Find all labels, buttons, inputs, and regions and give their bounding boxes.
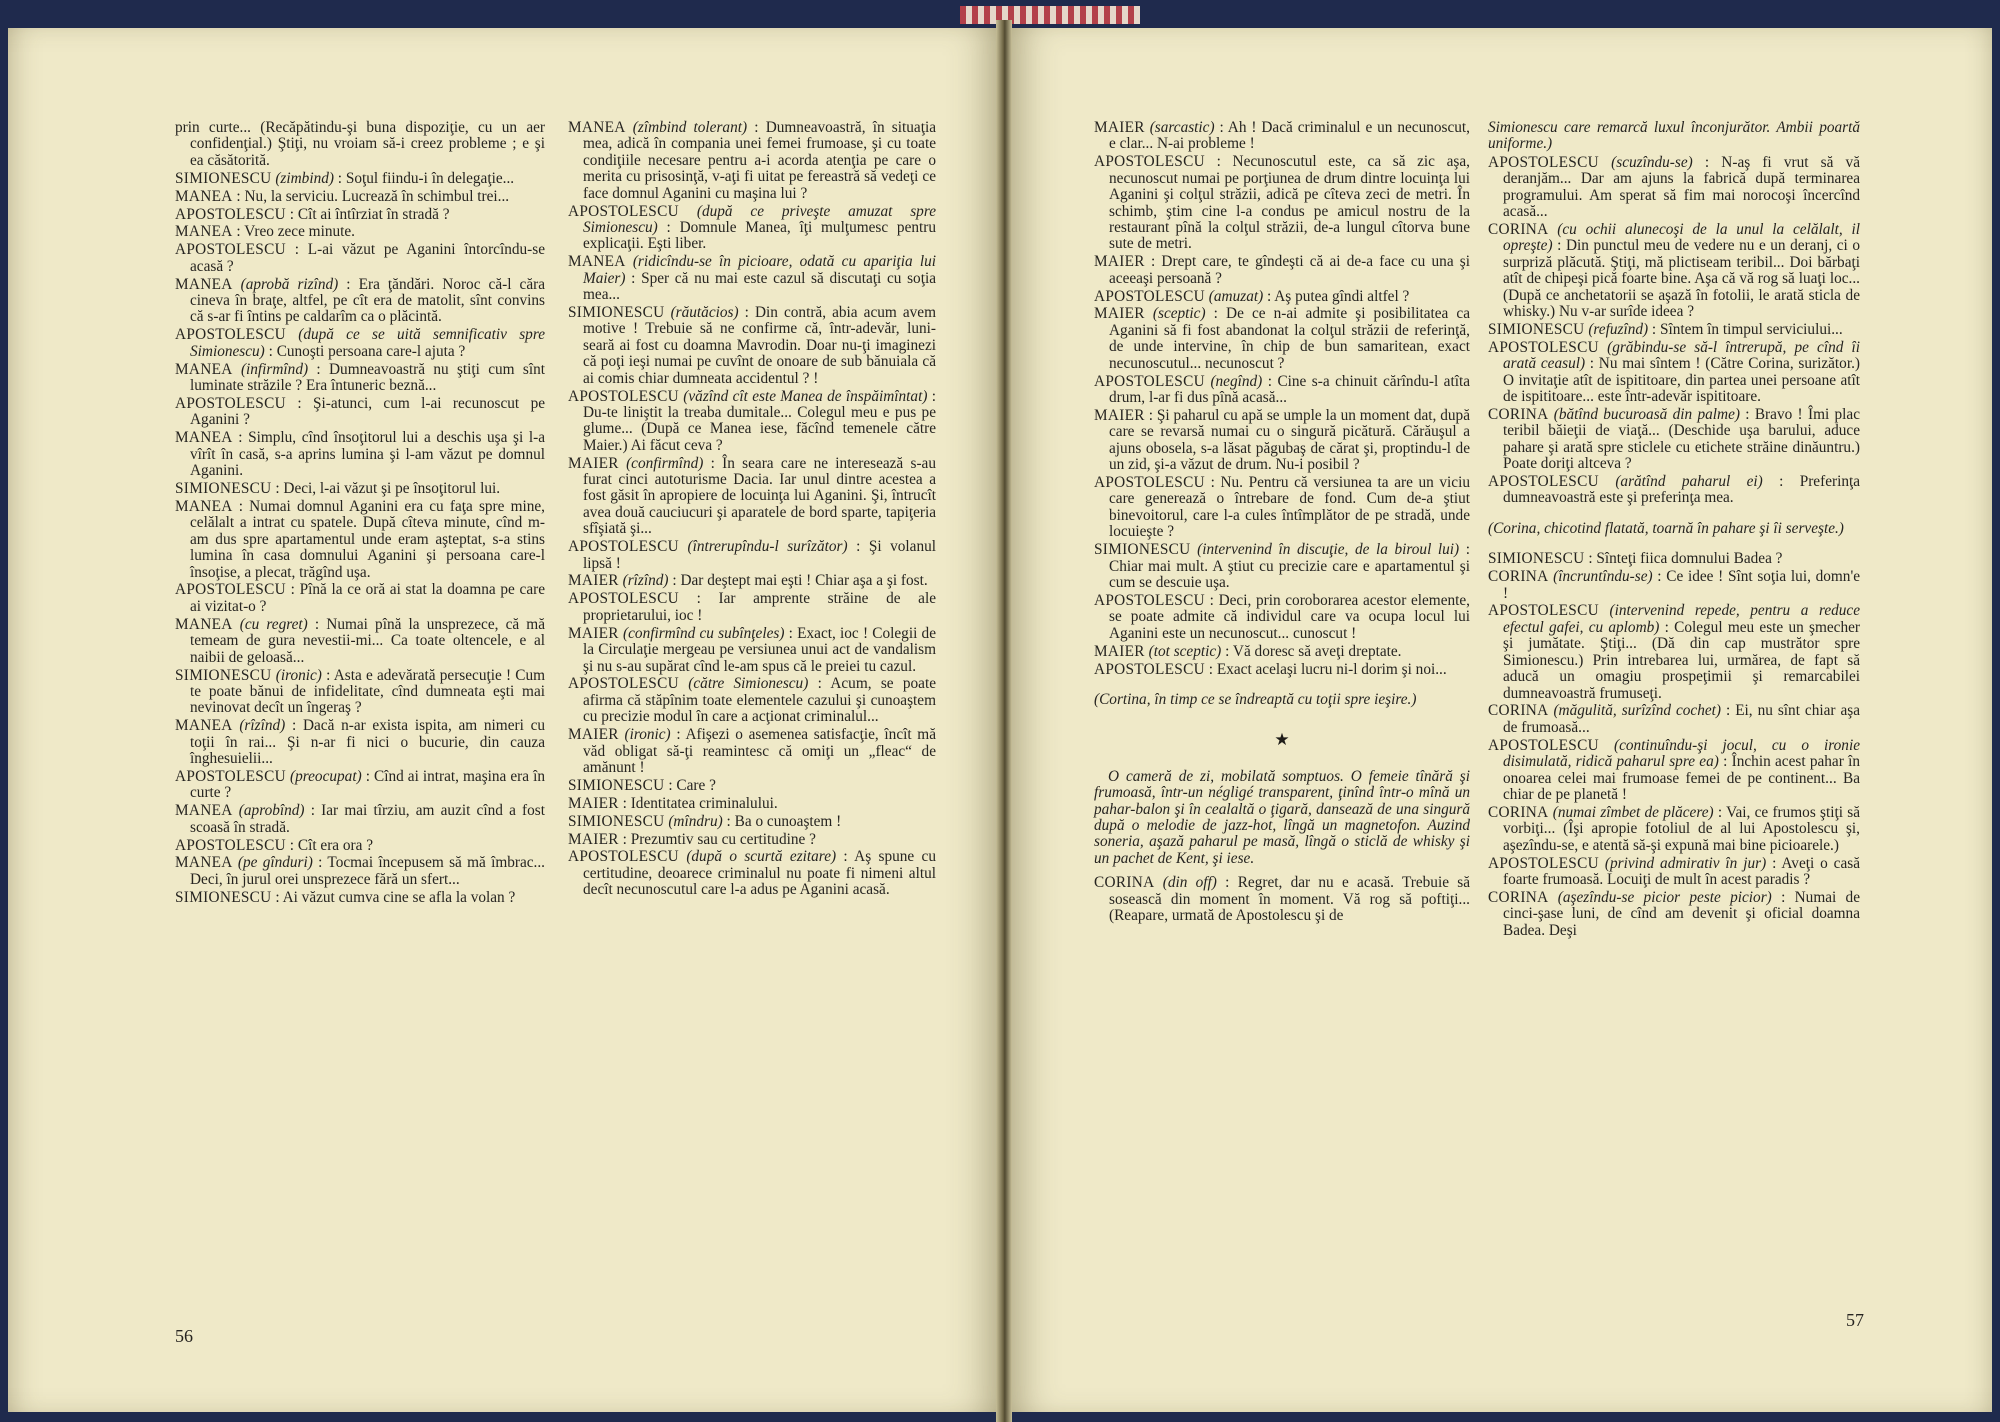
speaker-name: MAIER — [1094, 642, 1145, 660]
dialogue-line: MAIER : Şi paharul cu apă se umple la un moment dat, după care se revarsă numai cu o singură picătură. Cărăuşul a ajuns obosela, s-a lăsat păgubaş de cărat şi, proptindu-l de un zid, şi-a văzut de drum. Nu-i posibil ? — [1094, 406, 1470, 474]
speaker-name: APOSTOLESCU — [175, 205, 286, 223]
dialogue-text: Din punctul meu de vedere nu e un deranj, ci o surpriză plăcută. Ştiţi, mă plictiseam teribil... Doi bărbaţi atît de chipeşi pică foarte bine. Aşa că vă rog să luaţi loc... (După ce anchetatorii se aşază în fotolii, le arată sticla de whisky.) Nu v-ar surîde ideea ? — [1503, 237, 1860, 320]
dialogue-line: MANEA : Simplu, cînd însoţitorul lui a deschis uşa şi l-a vîrît în casă, s-a aprins lumina şi l-am văzut pe domnul Aganini. — [175, 429, 546, 480]
stage-direction: (Cortina, în timp ce se îndreaptă cu toţii spre ieşire.) — [1094, 690, 1417, 708]
speaker-name: APOSTOLESCU — [568, 387, 679, 405]
page-number-right: 57 — [1846, 1310, 1864, 1330]
col3-dialogue-after — [1094, 875, 1470, 924]
stage-direction-inline: (pe gînduri) — [237, 854, 313, 872]
dialogue-text: Ai văzut cumva cine se afla la volan ? — [282, 888, 516, 906]
dialogue-text: Tocmai începusem să mă îmbrac... Deci, în jurul orei unsprezece fără un sfert... — [190, 854, 546, 888]
dialogue-line: CORINA (din off) : Regret, dar nu e acasă. Trebuie să sosească din moment în moment. Vă rog să poftiţi... (Reapare, urmată de Apostolescu şi de — [1094, 874, 1471, 924]
dialogue-line: SIMIONESCU (intervenind în discuţie, de la biroul lui) : Chiar mai mult. A ştiut cu precizie care e apartamentul şi cum se descuie uşa. — [1094, 541, 1471, 591]
dialogue-text: Colegul meu este un şmecher şi jumătate. Ştiţi... (Dă din cap mustrător spre Simionescu.) Prin intrebarea lui, urmărea, de fapt să aducă un omagiu prospeţimii şi remarcabilei dumneavoastră frumuseţi. — [1503, 618, 1860, 702]
stage-direction-inline: (rîzînd) — [622, 572, 669, 590]
dialogue-text: Nu mai sîntem ! (Către Corina, surizător.) O invitaţie atît de ispititoare, din partea unei persoane atît de ispititoare... este într-adevăr ispititoare. — [1503, 355, 1860, 405]
col3-dialogue — [1094, 120, 1470, 678]
dialogue-line: MANEA : Nu, la serviciu. Lucrează în schimbul trei... — [175, 187, 510, 205]
dialogue-line: APOSTOLESCU (arătînd paharul ei) : Preferinţa dumneavoastră este şi preferinţa mea. — [1488, 473, 1861, 507]
speaker-name: APOSTOLESCU — [1094, 660, 1205, 678]
dialogue-line: APOSTOLESCU : Şi-atunci, cum l-ai recunoscut pe Aganini ? — [175, 395, 546, 429]
stage-direction-inline: (preocupat) — [290, 767, 362, 785]
dialogue-line: APOSTOLESCU : Cît era ora ? — [175, 836, 374, 854]
dialogue-line: SIMIONESCU : Care ? — [568, 776, 716, 794]
page-number-left: 56 — [175, 1326, 193, 1346]
dialogue-line: CORINA (măgulită, surîzînd cochet) : Ei, nu sînt chiar aşa de frumoasă... — [1488, 702, 1861, 736]
stage-direction-inline: (arătînd paharul ei) — [1615, 473, 1763, 491]
dialogue-line: CORINA (numai zîmbet de plăcere) : Vai, ce frumos ştiţi să vorbiţi... (Îşi apropie fotoliul de al lui Apostolescu şi, aşezîndu-se, e atentă să-şi expună mai bine picioarele.) — [1488, 803, 1860, 854]
dialogue-line: MAIER (confirmînd) : În seara care ne interesează s-au furat cinci autoturisme Dacia. Iar unul dintre acestea a fost găsit în apropiere de locuinţa lui Aganini. Şi, întrucît avea două cauciucuri şi aparatele de bord sparte, tapiţeria sfîşiată şi... — [568, 454, 936, 538]
stage-direction-inline: (mîndru) — [668, 812, 723, 830]
dialogue-line: MANEA (ridicîndu-se în picioare, odată cu apariţia lui Maier) : Sper că nu mai este cazul să discutaţi cu soţia mea... — [568, 253, 936, 304]
speaker-name: APOSTOLESCU — [568, 848, 679, 866]
speaker-name: SIMIONESCU — [1488, 550, 1585, 568]
stage-direction-inline: (confirmînd cu subînţeles) — [623, 624, 785, 642]
stage-direction-inline: (sarcastic) — [1149, 119, 1215, 136]
stage-direction-continued: Simionescu care remarcă luxul înconjurător. Ambii poartă uniforme.) — [1488, 119, 1860, 153]
speaker-name: SIMIONESCU — [568, 776, 665, 794]
dialogue-line: APOSTOLESCU (negînd) : Cine s-a chinuit cărîndu-l atîta drum, l-ar fi dus pînă acasă... — [1094, 372, 1471, 406]
speaker-name: MANEA — [175, 497, 233, 515]
dialogue-text: Numai pînă la unsprezece, că mă temeam de gura nevestii-mi... Ca toate oltencele, e al naibii de geloasă... — [190, 615, 545, 666]
stage-direction-inline: (aprobă rizînd) — [240, 275, 339, 293]
dialogue-text: Dumneavoastră nu ştiţi cum sînt luminate străzile ? Era întuneric beznă... — [190, 360, 546, 395]
dialogue-line: MAIER (tot sceptic) : Vă doresc să aveţi dreptate. — [1094, 642, 1402, 660]
dialogue-line: MANEA : Vreo zece minute. — [175, 223, 355, 241]
dialogue-line: SIMIONESCU (mîndru) : Ba o cunoaştem ! — [568, 812, 842, 830]
dialogue-line: MAIER (sarcastic) : Ah ! Dacă criminalul e un necunoscut, e clar... N-ai probleme ! — [1094, 119, 1470, 153]
dialogue-text: Cine s-a chinuit cărîndu-l atîta drum, l-ar fi dus pînă acasă... — [1109, 372, 1471, 406]
dialogue-line: APOSTOLESCU (amuzat) : Aş putea gîndi altfel ? — [1094, 287, 1410, 305]
dialogue-line: MAIER : Identitatea criminalului. — [568, 794, 778, 812]
speaker-name: APOSTOLESCU — [175, 581, 286, 599]
dialogue-text: Vreo zece minute. — [244, 223, 355, 241]
speaker-name: SIMIONESCU — [568, 812, 665, 830]
speaker-name: MAIER — [1094, 305, 1145, 323]
stage-direction-inline: (grăbindu-se să-l întrerupă, pe cînd îi arată ceasul) — [1503, 338, 1860, 373]
dialogue-text: Iar mai tîrziu, am auzit cînd a fost scoasă în stradă. — [190, 802, 546, 836]
dialogue-line: SIMIONESCU (zimbind) : Soţul fiindu-i în delegaţie... — [175, 169, 515, 187]
stage-direction-inline: (către Simionescu) — [688, 675, 809, 693]
dialogue-text: Iar amprente străine de ale proprietarului, ioc ! — [583, 590, 936, 624]
speaker-name: MANEA — [568, 119, 626, 136]
stage-direction-inline: (măgulită, surîzînd cochet) — [1553, 702, 1721, 720]
speaker-name: APOSTOLESCU — [568, 590, 679, 608]
dialogue-line: APOSTOLESCU (după ce se uită semnificativ spre Simionescu) : Cunoşti persoana care-l ajuta ? — [175, 326, 546, 360]
speaker-name: MANEA — [175, 223, 233, 241]
dialogue-text: Dar deştept mai eşti ! Chiar aşa a şi fost. — [680, 572, 928, 590]
stage-direction-inline: (după ce priveşte amuzat spre Simionescu) — [583, 202, 936, 236]
text-column-2 — [568, 120, 936, 900]
dialogue-text: Sînteţi fiica domnului Badea ? — [1596, 550, 1783, 568]
speaker-name: MAIER — [568, 624, 619, 642]
dialogue-line: APOSTOLESCU : Nu. Pentru că versiunea ta are un viciu care generează o întrebare de fond. Cum de-a ştiut binevoitorul, care l-a cules întîmplător de pe stradă, unde locuieşte ? — [1094, 474, 1470, 541]
speaker-name: MANEA — [568, 253, 626, 271]
dialogue-line: SIMIONESCU (refuzînd) : Sîntem în timpul serviciului... — [1488, 320, 1843, 338]
speaker-name: APOSTOLESCU — [1488, 854, 1599, 872]
dialogue-text: Drept care, te gîndeşti că ai de-a face cu una şi aceeaşi persoană ? — [1109, 253, 1470, 287]
dialogue-line: CORINA (aşezîndu-se picior peste picior) : Numai de cinci-şase luni, de cînd am devenit şi oficial doamna Badea. Deşi — [1488, 888, 1861, 939]
stage-direction-inline: (privind admirativ în jur) — [1604, 854, 1767, 872]
speaker-name: APOSTOLESCU — [1488, 338, 1599, 356]
col4-dialogue — [1488, 155, 1860, 507]
stage-direction-inline: (zîmbind tolerant) — [632, 119, 748, 136]
dialogue-text: Acum, se poate afirma că stăpînim toate elementele cazului şi cunoaştem cu precizie modul în care a acţionat criminalul... — [583, 675, 937, 726]
dialogue-line: SIMIONESCU : Ai văzut cumva cine se afla la volan ? — [175, 888, 516, 906]
stage-direction-inline: (confirmînd) — [626, 454, 704, 472]
text-column-4 — [1488, 120, 1860, 941]
speaker-name: APOSTOLESCU — [568, 538, 679, 556]
speaker-name: CORINA — [1488, 405, 1549, 423]
speaker-name: MAIER — [1094, 406, 1145, 424]
dialogue-text: Aş spune cu certitudine, deoarece criminalul nu poate fi nimeni altul decît necunoscutul care l-a adus pe Aganini acasă. — [583, 848, 936, 899]
speaker-name: CORINA — [1488, 702, 1549, 720]
speaker-name: MAIER — [568, 830, 619, 848]
dialogue-text: Necunoscutul este, ca să zic aşa, necunoscut numai pe porţiunea de drum dintre locuinţa lui Aganini şi colţul străzii, adică pe cîteva zeci de metri. În schimb, ştim cine l-a condus pe amicul nostru de la restaurant pînă la colţul străzii, de-a lungul cîtorva bune sute de metri. — [1109, 153, 1470, 253]
dialogue-text: Cît ai întîrziat în stradă ? — [297, 205, 450, 223]
dialogue-line: MANEA (infirmînd) : Dumneavoastră nu ştiţi cum sînt luminate străzile ? Era întuneric beznă... — [175, 360, 546, 395]
speaker-name: MANEA — [175, 429, 233, 447]
dialogue-text: Afişezi o asemenea satisfacţie, încît mă văd obligat să-ţi reamintesc că omiţi un „fleac“ de amănunt ! — [583, 726, 936, 776]
speaker-name: CORINA — [1488, 888, 1549, 906]
stage-direction-inline: (ironic) — [624, 726, 671, 744]
stage-direction: (Corina, chicotind flatată, toarnă în pahare şi îi serveşte.) — [1488, 519, 1844, 537]
stage-direction-inline: (zimbind) — [275, 169, 334, 187]
text-column-1 — [175, 120, 545, 908]
speaker-name: CORINA — [1488, 803, 1549, 821]
dialogue-text: Cînd ai intrat, maşina era în curte ? — [190, 767, 545, 802]
dialogue-text: Dacă n-ar exista ispita, am nimeri cu toţii în rai... Şi n-ar fi nici o bucurie, din cauza înghesuielii... — [190, 717, 546, 768]
dialogue-text: Din contră, abia acum avem motive ! Trebuie să ne confirme că, într-adevăr, luni-seară ai fost cu doamna Mavrodin. Doar nu-ţi imaginezi că poţi ieşi numai pe cuvînt de onoare de sub bănuiala că ai comis chiar dumneata accidentul ? ! — [583, 303, 936, 387]
dialogue-text: Era ţăndări. Noroc că-l căra cineva în braţe, altfel, pe cît era de matolit, sînt convins că s-ar fi întins pe caldarîm ca o plăcintă. — [190, 275, 546, 326]
speaker-name: CORINA — [1488, 220, 1549, 238]
stage-direction-inline: (întrerupîndu-l surîzător) — [687, 538, 848, 556]
dialogue-text: prin curte... (Recăpătindu-şi buna dispoziţie, cu un aer confidenţial.) Ştiţi, nu vroiam să-i creez probleme ; e şi ea căsătorită. — [175, 119, 545, 169]
stage-direction-inline: (cu regret) — [239, 615, 308, 633]
dialogue-line: SIMIONESCU (răutăcios) : Din contră, abia acum avem motive ! Trebuie să ne confirme că, într-adevăr, luni-seară ai fost cu doamna Mavrodin. Doar nu-ţi imaginezi că poţi ieşi numai pe cuvînt de onoare de sub bănuiala că ai comis chiar dumneata accidentul ? ! — [568, 303, 936, 387]
scene-description: O cameră de zi, mobilată somptuos. O femeie tînără şi frumoasă, într-un négligé transparent, ţinînd într-o mînă un pahar-balon şi în cealaltă o ţigară, dansează de una singură după o melodie de jazz-hot, lîngă un magnetofon. Auzind soneria, aşază paharul pe masă, lîngă o sticlă de whisky şi un pachet de Kent, şi iese. — [1094, 767, 1470, 867]
stage-direction-inline: (aprobînd) — [238, 802, 305, 820]
speaker-name: APOSTOLESCU — [1488, 153, 1599, 171]
speaker-name: MANEA — [175, 802, 233, 820]
dialogue-line: MANEA (aprobînd) : Iar mai tîrziu, am auzit cînd a fost scoasă în stradă. — [175, 802, 546, 836]
speaker-name: MAIER — [568, 726, 619, 744]
dialogue-line: APOSTOLESCU (intervenind repede, pentru a reduce efectul gafei, cu aplomb) : Colegul meu este un şmecher şi jumătate. Ştiţi... (Dă din cap mustrător spre Simionescu.) Prin intrebarea lui, urmărea, de fapt să aducă un omagiu prospeţimii şi remarcabilei dumneavoastră frumuseţi. — [1488, 602, 1860, 702]
speaker-name: APOSTOLESCU — [175, 395, 286, 412]
speaker-name: MANEA — [175, 187, 233, 205]
dialogue-text: N-aş fi vrut să vă deranjăm... Dar am ajuns la fabrică după terminarea programului. Am sperat să fim mai norocoşi încercînd acasă... — [1503, 153, 1860, 221]
dialogue-line: MAIER : Prezumtiv sau cu certitudine ? — [568, 830, 816, 848]
dialogue-text: Şi volanul lipsă ! — [583, 538, 936, 572]
dialogue-line: CORINA (bătînd bucuroasă din palme) : Bravo ! Îmi plac teribil băieţii de viaţă... (Deschide uşa barului, aduce pahare şi arată spre sticlele cu etichete străine dinăuntru.) Poate doriţi altceva ? — [1488, 405, 1861, 473]
bookmark-ribbon — [960, 6, 1140, 24]
stage-direction-inline: (răutăcios) — [670, 303, 739, 321]
stage-direction-inline: (continuîndu-şi jocul, cu o ironie disimulată, ridică paharul spre ea) — [1503, 736, 1860, 771]
dialogue-text: Nu, la serviciu. Lucrează în schimbul trei... — [244, 187, 510, 205]
dialogue-line: APOSTOLESCU : L-ai văzut pe Aganini întorcîndu-se acasă ? — [175, 241, 545, 275]
dialogue-text: Cunoşti persoana care-l ajuta ? — [276, 342, 466, 360]
speaker-name: MAIER — [568, 572, 619, 590]
speaker-name: APOSTOLESCU — [1094, 372, 1205, 390]
dialogue-text: Vai, ce frumos ştiţi să vorbiţi... (Îşi apropie fotoliul de al lui Apostolescu şi, aşezîndu-se, e atentă să-şi expună mai bine picioarele.) — [1503, 803, 1860, 854]
dialogue-text: Exact, ioc ! Colegii de la Circulaţie mergeau pe versiunea unui act de vandalism şi nu s-au supărat cînd le-am spus că le preiei tu cazul. — [583, 624, 936, 675]
speaker-name: APOSTOLESCU — [1488, 473, 1599, 491]
dialogue-text: Regret, dar nu e acasă. Trebuie să sosească din moment în moment. Vă rog să poftiţi... (Reapare, urmată de Apostolescu şi de — [1109, 874, 1471, 924]
speaker-name: APOSTOLESCU — [175, 326, 286, 344]
dialogue-text: Şi paharul cu apă se umple la un moment dat, după care se revarsă numai cu o singură picătură. Cărăuşul a ajuns obosela, s-a lăsat păgubaş de cărat şi, proptindu-l de un zid, şi-a văzut de drum. Nu-i posibil ? — [1109, 406, 1470, 474]
stage-direction-inline: (refuzînd) — [1588, 320, 1649, 338]
dialogue-text: Pînă la ce oră ai stat la doamna pe care ai vizitat-o ? — [190, 581, 545, 615]
dialogue-text: Cît era ora ? — [297, 836, 374, 854]
dialogue-line: APOSTOLESCU (preocupat) : Cînd ai intrat, maşina era în curte ? — [175, 767, 545, 802]
dialogue-line: MAIER : Drept care, te gîndeşti că ai de-a face cu una şi aceeaşi persoană ? — [1094, 253, 1470, 287]
speaker-name: MAIER — [568, 794, 619, 812]
dialogue-line: APOSTOLESCU : Necunoscutul este, ca să zic aşa, necunoscut numai pe porţiunea de drum dintre locuinţa lui Aganini şi colţul străzii, adică pe cîteva zeci de metri. În schimb, ştim cine l-a condus pe amicul nostru de la restaurant pînă la colţul străzii, de-a lungul cîtorva bune sute de metri. — [1094, 153, 1470, 253]
dialogue-text: Du-te liniştit la treaba dumitale... Colegul meu e pus pe glume... (După ce Manea iese, făcînd temenele către Maier.) Ai făcut ceva ? — [583, 403, 936, 454]
stage-direction-inline: (infirmînd) — [240, 360, 309, 378]
stage-direction-inline: (numai zîmbet de plăcere) — [1552, 803, 1714, 821]
speaker-name: MANEA — [175, 854, 233, 872]
dialogue-text: Dumneavoastră, în situaţia mea, adică în compania unei femei frumoase, şi cu toate condiţiile necesare pentru a-i acorda atenţia pe care o merita cu prisosinţă, v-aţi fi uitat pe fereastră să vedeţi ce face domnul Aganini cu maşina lui ? — [583, 119, 936, 202]
dialogue-line: MANEA (rîzînd) : Dacă n-ar exista ispita, am nimeri cu toţii în rai... Şi n-ar fi nici o bucurie, din cauza înghesuielii... — [175, 717, 546, 768]
dialogue-line: MAIER (sceptic) : De ce n-ai admite şi posibilitatea ca Aganini să fi fost abandonat la colţul străzii de referinţă, de unde intervine, în chip de bun samaritean, exact necunoscutul... necunoscut ? — [1094, 305, 1470, 372]
dialogue-text: L-ai văzut pe Aganini întorcîndu-se acasă ? — [190, 241, 545, 275]
speaker-name: APOSTOLESCU — [175, 767, 286, 785]
dialogue-line: APOSTOLESCU : Cît ai întîrziat în stradă ? — [175, 205, 450, 223]
col4-dialogue-after — [1488, 551, 1860, 939]
speaker-name: MANEA — [175, 615, 233, 633]
dialogue-line: APOSTOLESCU : Iar amprente străine de ale proprietarului, ioc ! — [568, 590, 936, 624]
text-column-3 — [1094, 120, 1470, 926]
speaker-name: CORINA — [1488, 568, 1549, 586]
dialogue-text: Închin acest pahar în onoarea celei mai frumoase femei de pe continent... Ba chiar de pe planetă ! — [1503, 753, 1860, 803]
dialogue-line: APOSTOLESCU (grăbindu-se să-l întrerupă, pe cînd îi arată ceasul) : Nu mai sîntem ! (Către Corina, surizător.) O invitaţie atît de ispititoare, din partea unei persoane atît de ispititoare... este într-adevăr ispititoare. — [1488, 338, 1860, 405]
dialogue-text: De ce n-ai admite şi posibilitatea ca Aganini să fi fost abandonat la colţul străzii de referinţă, de unde intervine, în chip de bun samaritean, exact necunoscutul... necunoscut ? — [1109, 305, 1470, 372]
dialogue-text: Nu. Pentru că versiunea ta are un viciu care generează o întrebare de fond. Cum de-a ştiut binevoitorul, care l-a cules întîmplător de pe stradă, unde locuieşte ? — [1109, 474, 1470, 541]
dialogue-text: Asta e adevărată persecuţie ! Cum te poate bănui de infidelitate, cînd dumneata eşti mai nevinovat decît un îngeraş ? — [190, 666, 546, 717]
dialogue-line: APOSTOLESCU (continuîndu-şi jocul, cu o ironie disimulată, ridică paharul spre ea) : Închin acest pahar în onoarea celei mai frumoase femei de pe continent... Ba chiar de pe planetă ! — [1488, 736, 1860, 803]
speaker-name: SIMIONESCU — [1488, 320, 1585, 338]
dialogue-line: MAIER (confirmînd cu subînţeles) : Exact, ioc ! Colegii de la Circulaţie mergeau pe versiunea unui act de vandalism şi nu s-au supărat cînd le-am spus că le preiei tu cazul. — [568, 624, 936, 675]
dialogue-text: Care ? — [676, 776, 716, 794]
dialogue-line — [175, 120, 545, 169]
stage-direction-inline: (sceptic) — [1152, 305, 1206, 323]
dialogue-text: Ba o cunoaştem ! — [734, 812, 842, 830]
dialogue-text: Sper că nu mai este cazul să discutaţi cu soţia mea... — [583, 269, 936, 304]
dialogue-text: Ce idee ! Sînt soţia lui, domn'e ! — [1503, 568, 1860, 602]
dialogue-text: Simplu, cînd însoţitorul lui a deschis uşa şi l-a vîrît în casă, s-a aprins lumina şi l-am văzut pe domnul Aganini. — [190, 429, 546, 480]
dialogue-line: APOSTOLESCU : Exact acelaşi lucru ni-l dorim şi noi... — [1094, 660, 1447, 678]
stage-direction-inline: (aşezîndu-se picior peste picior) — [1557, 888, 1772, 906]
dialogue-line: MANEA (aprobă rizînd) : Era ţăndări. Noroc că-l căra cineva în braţe, altfel, pe cît era de matolit, sînt convins că s-ar fi întins pe caldarîm ca o plăcintă. — [175, 275, 546, 326]
dialogue-text: Preferinţa dumneavoastră este şi preferinţa mea. — [1503, 473, 1861, 507]
dialogue-text: În seara care ne interesează s-au furat cinci autoturisme Dacia. Iar unul dintre acestea a fost găsit în apropiere de locuinţa lui Aganini. Şi, întrucît avea două cauciucuri şi aparatele de bord sparte, tapiţeria sfîşiată şi... — [583, 454, 936, 538]
speaker-name: SIMIONESCU — [1094, 541, 1191, 559]
stage-direction-inline: (după ce se uită semnificativ spre Simionescu) — [190, 326, 546, 360]
dialogue-line: MANEA : Numai domnul Aganini era cu faţa spre mine, celălalt a intrat cu spatele. După cîteva minute, cînd m-am dus spre apartamentul unde eram aşteptat, s-a stins lumina în casa domnului Aganini şi persoana care-l însoţise, a plecat, trăgînd uşa. — [175, 497, 545, 581]
stage-direction-inline: (ridicîndu-se în picioare, odată cu apariţia lui Maier) — [583, 253, 936, 287]
dialogue-line: MAIER (ironic) : Afişezi o asemenea satisfacţie, încît mă văd obligat să-ţi reamintesc că omiţi un „fleac“ de amănunt ! — [568, 726, 936, 776]
stage-direction-inline: (tot sceptic) — [1148, 642, 1222, 660]
dialogue-line: APOSTOLESCU (după o scurtă ezitare) : Aş spune cu certitudine, deoarece criminalul nu poate fi nimeni altul decît necunoscutul care l-a adus pe Aganini acasă. — [568, 848, 936, 899]
dialogue-text: Numai de cinci-şase luni, de cînd am devenit şi oficial doamna Badea. Deşi — [1503, 888, 1861, 939]
speaker-name: MANEA — [175, 717, 233, 735]
dialogue-text: Soţul fiindu-i în delegaţie... — [345, 169, 515, 187]
dialogue-line: APOSTOLESCU (către Simionescu) : Acum, se poate afirma că stăpînim toate elementele cazului şi cunoaştem cu precizie modul în care a acţionat criminalul... — [568, 675, 937, 726]
dialogue-text: Sîntem în timpul serviciului... — [1660, 320, 1843, 338]
dialogue-text: Aş putea gîndi altfel ? — [1274, 287, 1410, 305]
speaker-name: SIMIONESCU — [175, 888, 272, 906]
stage-direction-inline: (intervenind repede, pentru a reduce efectul gafei, cu aplomb) — [1503, 602, 1860, 636]
stage-direction-inline: (văzînd cît este Manea de înspăimîntat) — [683, 387, 928, 405]
dialogue-line: APOSTOLESCU (privind admirativ în jur) : Aveţi o casă foarte frumoasă. Locuiţi de mult în acest paradis ? — [1488, 854, 1861, 888]
dialogue-text: Vă doresc să aveţi dreptate. — [1232, 642, 1402, 660]
speaker-name: SIMIONESCU — [175, 169, 272, 187]
dialogue-line: SIMIONESCU : Deci, l-ai văzut şi pe însoţitorul lui. — [175, 480, 501, 498]
speaker-name: APOSTOLESCU — [175, 241, 286, 259]
dialogue-line: SIMIONESCU : Sînteţi fiica domnului Badea ? — [1488, 550, 1783, 568]
speaker-name: APOSTOLESCU — [568, 202, 679, 220]
stage-direction-inline: (bătînd bucuroasă din palme) — [1553, 405, 1740, 423]
speaker-name: MAIER — [1094, 253, 1145, 271]
speaker-name: APOSTOLESCU — [175, 836, 286, 854]
stage-direction-inline: (intervenind în discuţie, de la biroul lui) — [1197, 541, 1460, 559]
dialogue-text: Identitatea criminalului. — [630, 794, 778, 812]
dialogue-text: Deci, prin coroborarea acestor elemente, se poate admite că individul care va ocupa locul lui Aganini este un necunoscut... cunoscut ! — [1109, 591, 1470, 642]
dialogue-text: Şi-atunci, cum l-ai recunoscut pe Aganini ? — [190, 395, 546, 429]
dialogue-line: APOSTOLESCU : Deci, prin coroborarea acestor elemente, se poate admite că individul care va ocupa locul lui Aganini este un necunoscut... cunoscut ! — [1094, 591, 1470, 642]
speaker-name: MAIER — [568, 454, 619, 472]
stage-direction-inline: (cu ochii alunecoşi de la unul la celălalt, il opreşte) — [1503, 220, 1860, 255]
dialogue-line: CORINA (cu ochii alunecoşi de la unul la celălalt, il opreşte) : Din punctul meu de vedere nu e un deranj, ci o surpriză plăcută. Ştiţi, mă plictiseam teribil... Doi bărbaţi atît de chipeşi pică foarte bine. Aşa că vă rog să luaţi loc... (După ce anchetatorii se aşază în fotolii, le arată sticla de whisky.) Nu v-ar surîde ideea ? — [1488, 220, 1860, 320]
dialogue-text: Aveţi o casă foarte frumoasă. Locuiţi de mult în acest paradis ? — [1503, 854, 1861, 888]
speaker-name: MANEA — [175, 275, 233, 293]
stage-direction-inline: (rîzînd) — [239, 717, 286, 735]
stage-direction-inline: (din off) — [1162, 874, 1217, 892]
dialogue-line: SIMIONESCU (ironic) : Asta e adevărată persecuţie ! Cum te poate bănui de infidelitate, cînd dumneata eşti mai nevinovat decît un îngeraş ? — [175, 666, 546, 717]
dialogue-line: APOSTOLESCU (după ce priveşte amuzat spre Simionescu) : Domnule Manea, îţi mulţumesc pentru explicaţii. Eşti liber. — [568, 202, 936, 253]
dialogue-line: MANEA (zîmbind tolerant) : Dumneavoastră, în situaţia mea, adică în compania unei femei frumoase, şi cu toate condiţiile necesare pentru a-i acorda atenţia pe care o merita cu prisosinţă, v-aţi fi uitat pe fereastră să vedeţi ce face domnul Aganini cu maşina lui ? — [568, 119, 936, 202]
stage-direction-inline: (după o scurtă ezitare) — [686, 848, 837, 866]
speaker-name: CORINA — [1094, 874, 1155, 892]
speaker-name: APOSTOLESCU — [1094, 591, 1205, 609]
speaker-name: APOSTOLESCU — [1488, 736, 1599, 754]
dialogue-text: Prezumtiv sau cu certitudine ? — [630, 830, 816, 848]
speaker-name: APOSTOLESCU — [1488, 602, 1599, 620]
speaker-name: APOSTOLESCU — [1094, 287, 1205, 305]
stage-direction-inline: (negînd) — [1210, 372, 1263, 390]
dialogue-line: APOSTOLESCU (scuzîndu-se) : N-aş fi vrut să vă deranjăm... Dar am ajuns la fabrică după terminarea programului. Am sperat să fim mai norocoşi încercînd acasă... — [1488, 153, 1860, 221]
speaker-name: MANEA — [175, 360, 233, 378]
stage-direction-inline: (încruntîndu-se) — [1553, 568, 1653, 586]
speaker-name: MAIER — [1094, 119, 1145, 136]
speaker-name: APOSTOLESCU — [1094, 153, 1205, 171]
dialogue-line: APOSTOLESCU : Pînă la ce oră ai stat la doamna pe care ai vizitat-o ? — [175, 581, 545, 615]
scene-separator: ★ — [1274, 730, 1290, 750]
speaker-name: APOSTOLESCU — [568, 675, 679, 693]
dialogue-text: Numai domnul Aganini era cu faţa spre mine, celălalt a intrat cu spatele. După cîteva minute, cînd m-am dus spre apartamentul unde eram aşteptat, s-a stins lumina în casa domnului Aganini şi persoana care-l însoţise, a plecat, trăgînd uşa. — [190, 497, 545, 581]
dialogue-line: MANEA (cu regret) : Numai pînă la unsprezece, că mă temeam de gura nevestii-mi... Ca toate oltencele, e al naibii de geloasă... — [175, 615, 545, 666]
dialogue-text: Ei, nu sînt chiar aşa de frumoasă... — [1503, 702, 1861, 736]
dialogue-text: Exact acelaşi lucru ni-l dorim şi noi... — [1216, 660, 1447, 678]
stage-direction-inline: (amuzat) — [1208, 287, 1264, 305]
speaker-name: SIMIONESCU — [175, 666, 272, 684]
dialogue-text: Chiar mai mult. A ştiut cu precizie care e apartamentul şi cum se descuie uşa. — [1109, 557, 1470, 591]
dialogue-text: Deci, l-ai văzut şi pe însoţitorul lui. — [283, 480, 501, 498]
dialogue-text: Ah ! Dacă criminalul e un necunoscut, e clar... N-ai probleme ! — [1109, 119, 1470, 153]
book-gutter — [996, 20, 1012, 1422]
speaker-name: APOSTOLESCU — [1094, 474, 1205, 492]
speaker-name: SIMIONESCU — [568, 303, 665, 321]
dialogue-line: CORINA (încruntîndu-se) : Ce idee ! Sînt soţia lui, domn'e ! — [1488, 568, 1860, 602]
dialogue-text: Domnule Manea, îţi mulţumesc pentru explicaţii. Eşti liber. — [583, 218, 936, 253]
stage-direction-inline: (scuzîndu-se) — [1611, 153, 1693, 171]
speaker-name: SIMIONESCU — [175, 480, 272, 498]
dialogue-line: APOSTOLESCU (întrerupîndu-l surîzător) : Şi volanul lipsă ! — [568, 538, 936, 572]
dialogue-text: Bravo ! Îmi plac teribil băieţii de viaţă... (Deschide uşa barului, aduce pahare şi arată spre sticlele cu etichete străine dinăuntru.) Poate doriţi altceva ? — [1503, 405, 1861, 473]
dialogue-line: MANEA (pe gînduri) : Tocmai începusem să mă îmbrac... Deci, în jurul orei unsprezece fără un sfert... — [175, 854, 546, 888]
dialogue-line: MAIER (rîzînd) : Dar deştept mai eşti ! Chiar aşa a şi fost. — [568, 572, 928, 590]
stage-direction-inline: (ironic) — [275, 666, 322, 684]
dialogue-line: APOSTOLESCU (văzînd cît este Manea de înspăimîntat) : Du-te liniştit la treaba dumitale... Colegul meu e pus pe glume... (După ce Manea iese, făcînd temenele către Maier.) Ai făcut ceva ? — [568, 387, 936, 454]
